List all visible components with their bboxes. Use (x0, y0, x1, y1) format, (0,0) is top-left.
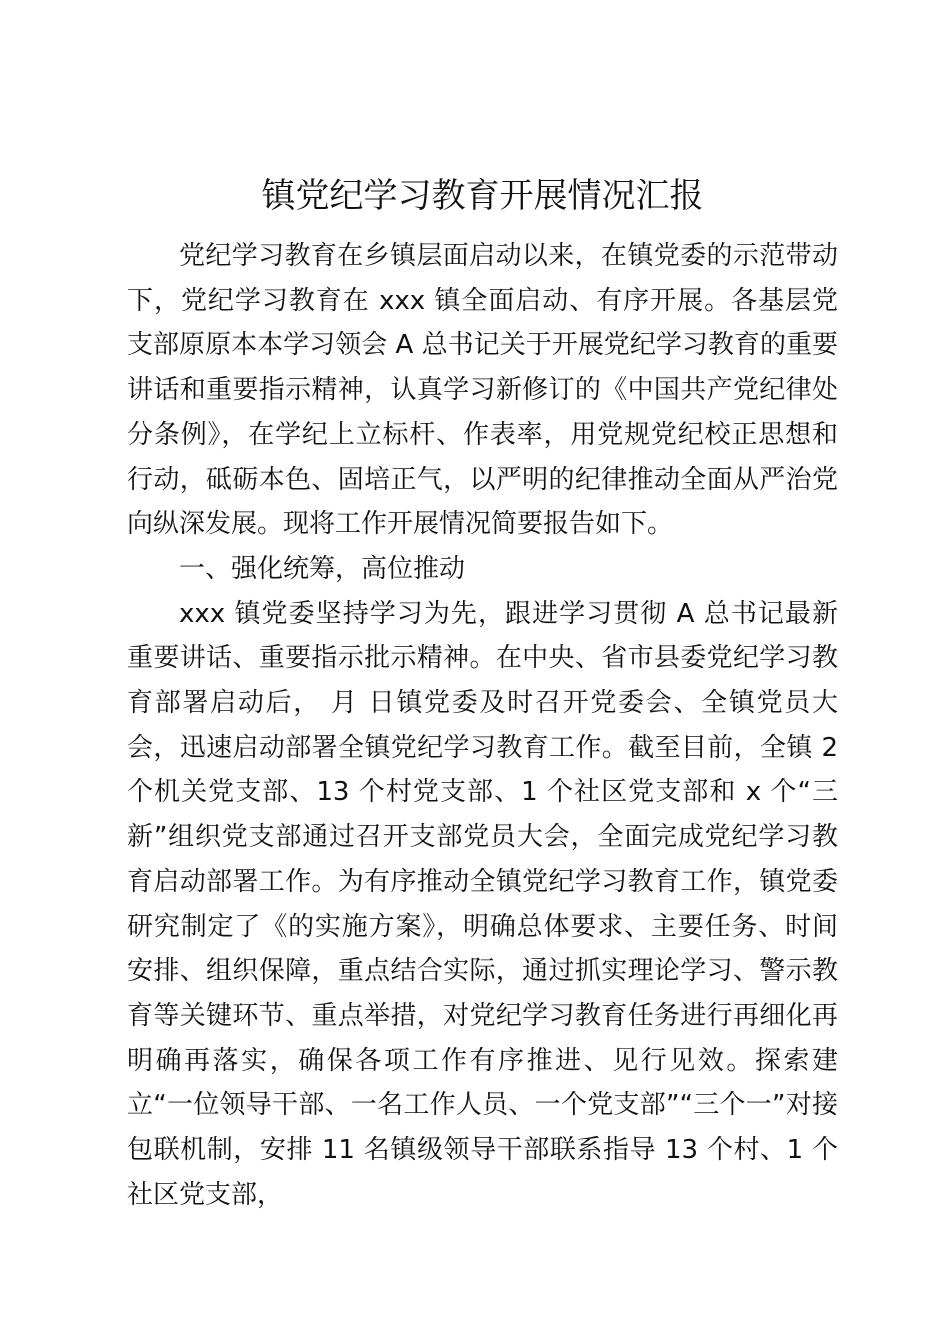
document-title: 镇党纪学习教育开展情况汇报 (261, 176, 704, 216)
section-heading: 一、强化统筹，高位推动 (179, 553, 466, 584)
section-paragraph: xxx 镇党委坚持学习为先，跟进学习贯彻 A 总书记最新重要讲话、重要指示批示精神。在中央、省市县委党纪学习教育部署启动后， 月 日镇党委及时召开党委会、全镇党员大会，迅速启动部署全镇党纪学习教育工作。截至目前，全镇 2 个机关党支部、13 个村党支部、1 个社区党支部和 x 个“三新”组织党支部通过召开支部党员大会，全面完成党纪学习教育启动部署工作。为有序推动全镇党纪学习教育工作，镇党委研究制定了《的实施方案》，明确总体要求、主要任务、时间安排、组织保障，重点结合实际，通过抓实理论学习、警示教育等关键环节、重点举措，对党纪学习教育任务进行再细化再明确再落实，确保各项工作有序推进、见行见效。探索建立“一位领导干部、一名工作人员、一个党支部”“三个一”对接包联机制，安排 11 名镇级领导干部联系指导 13 个村、1 个社区党支部， (127, 598, 838, 1210)
intro-paragraph: 党纪学习教育在乡镇层面启动以来，在镇党委的示范带动下，党纪学习教育在 xxx 镇全面启动、有序开展。各基层党支部原原本本学习领会 A 总书记关于开展党纪学习教育的重要讲话和重要指示精神，认真学习新修订的《中国共产党纪律处分条例》，在学纪上立标杆、作表率，用党规党纪校正思想和行动，砥砺本色、固培正气，以严明的纪律推动全面从严治党向纵深发展。现将工作开展情况简要报告如下。 (127, 241, 838, 540)
